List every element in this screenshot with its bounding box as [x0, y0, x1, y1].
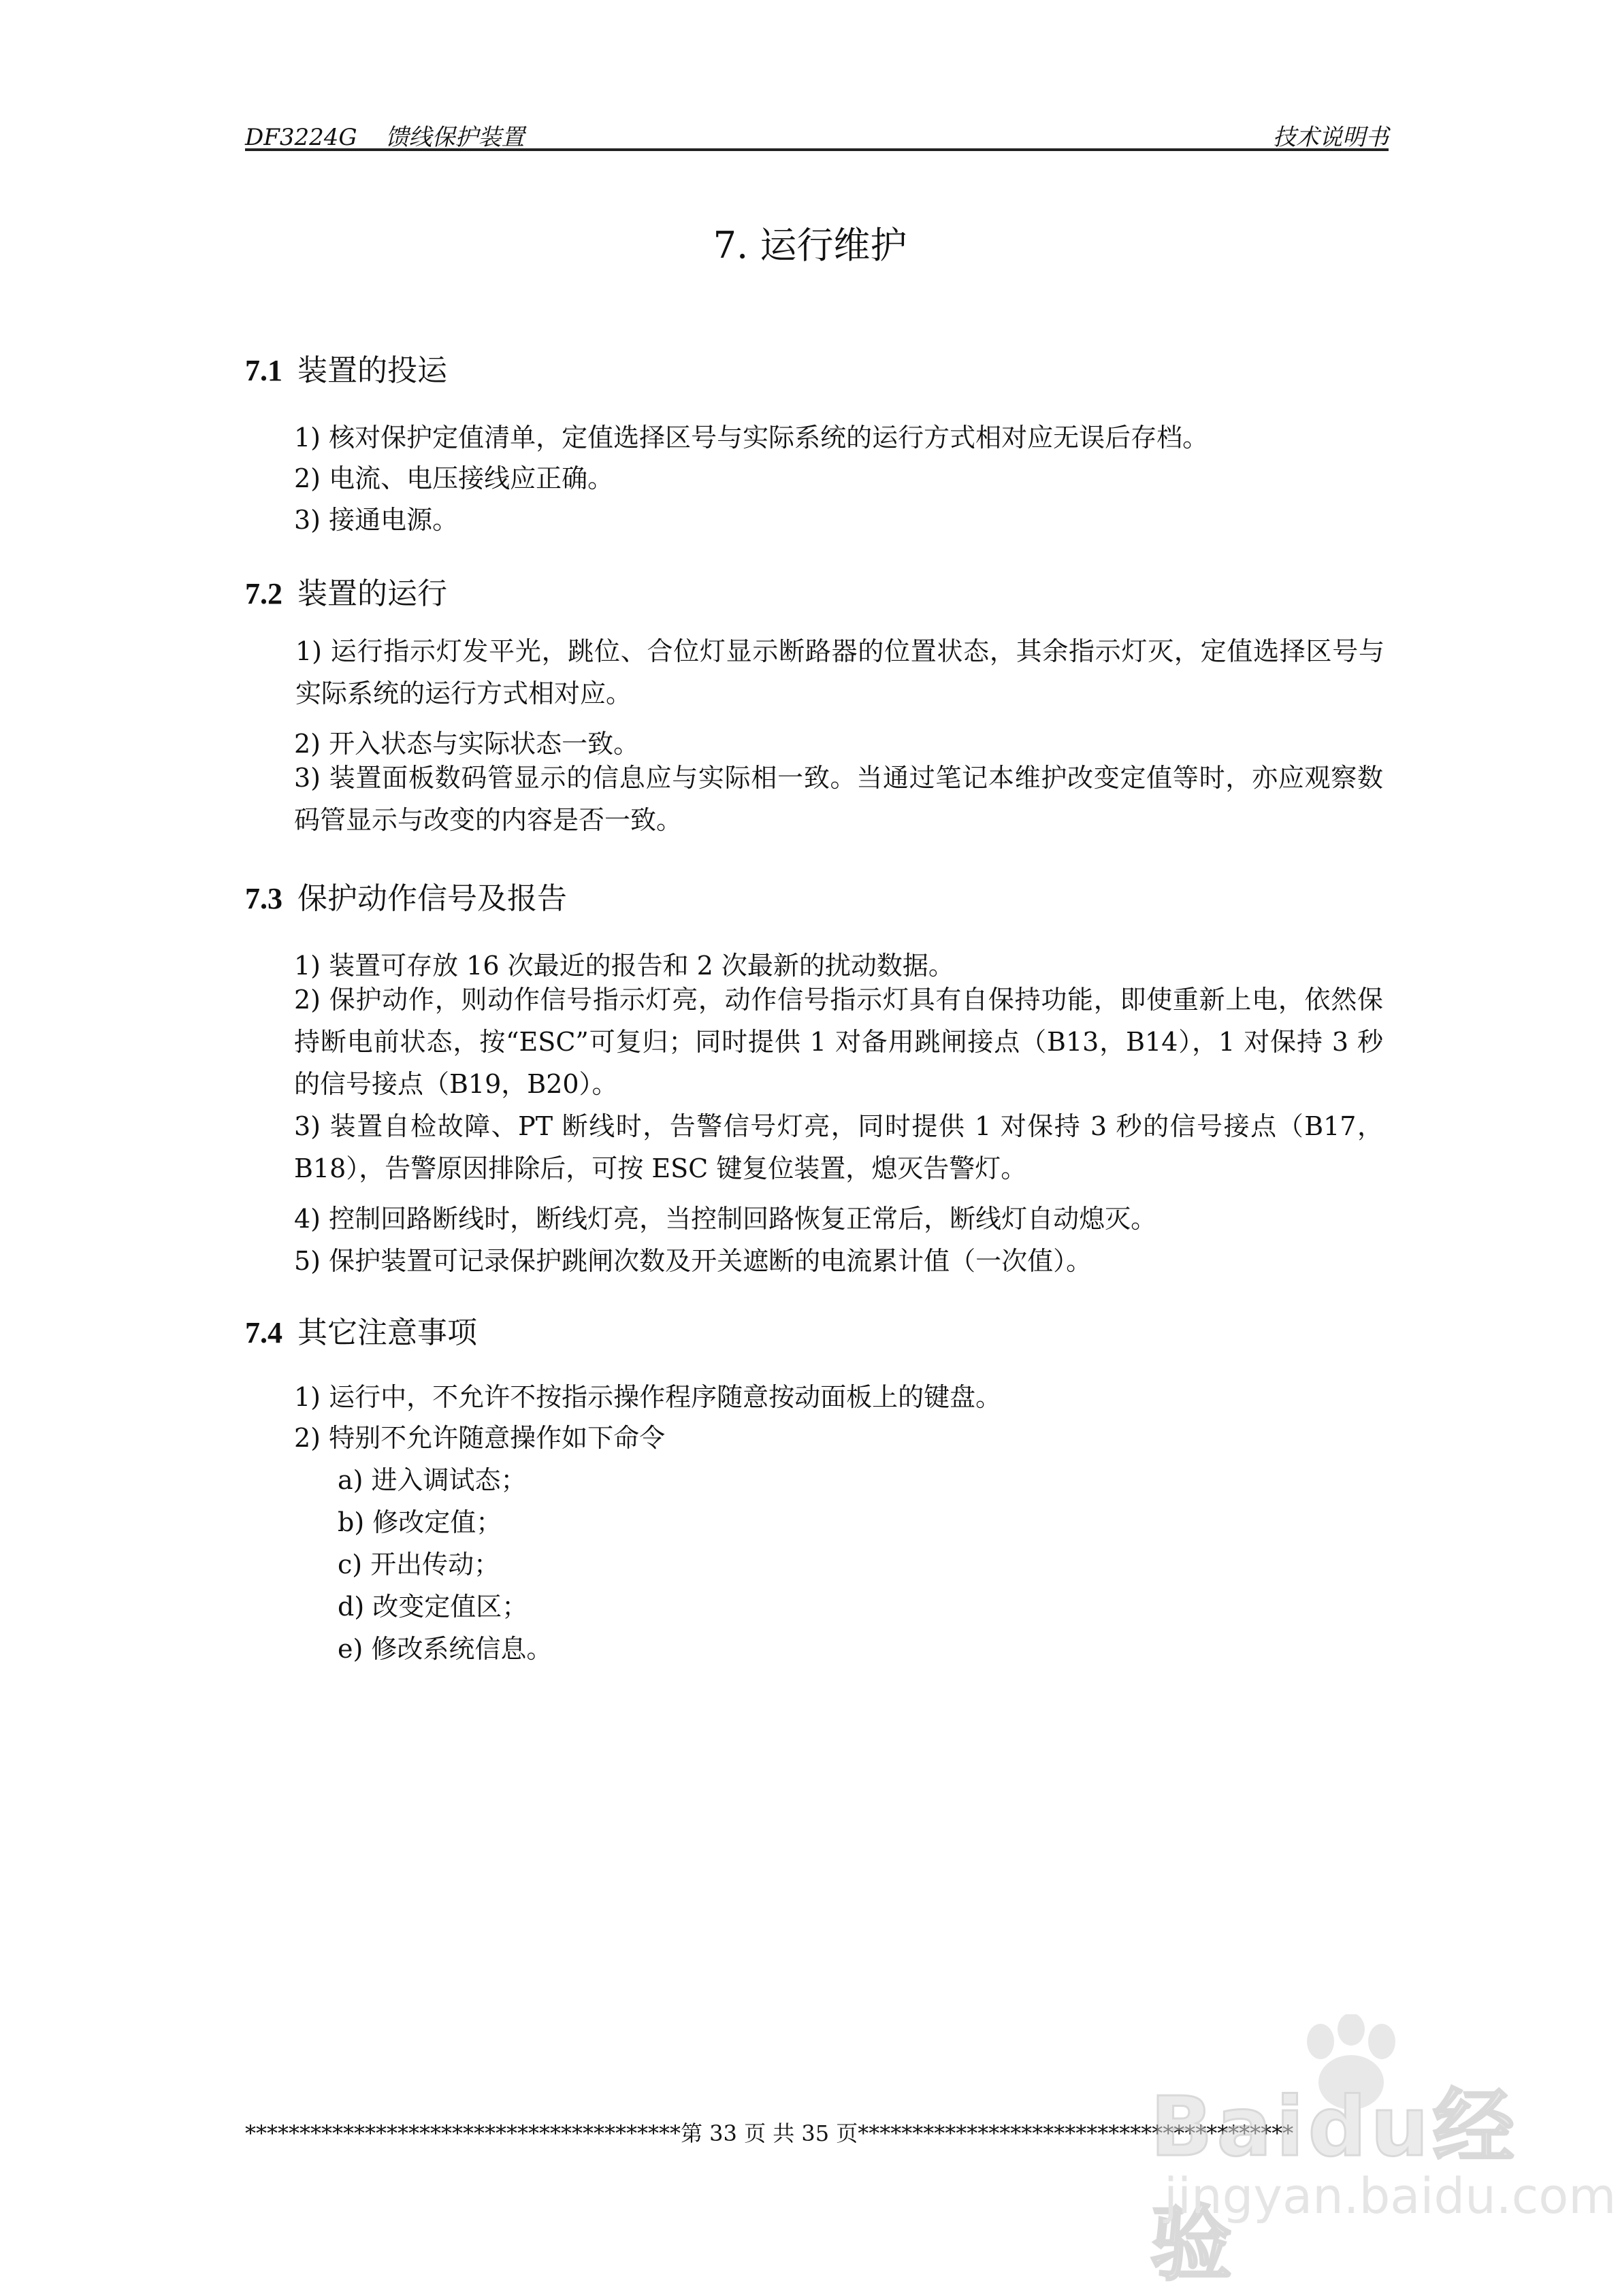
list-item: 5) 保护装置可记录保护跳闸次数及开关遮断的电流累计值（一次值）。	[294, 1246, 1092, 1276]
baidu-watermark	[1150, 2014, 1617, 2292]
section-title: 装置的运行	[297, 576, 447, 611]
section-7-2-heading	[245, 569, 447, 612]
section-7-4-heading	[245, 1308, 477, 1351]
header-product-name: 馈线保护装置	[385, 124, 525, 151]
section-7-1-heading	[245, 346, 447, 389]
sub-list-item: a) 进入调试态；	[338, 1465, 527, 1495]
section-title: 装置的投运	[297, 353, 447, 388]
sub-list-item: e) 修改系统信息。	[338, 1634, 553, 1664]
list-item: 2) 电流、电压接线应正确。	[294, 463, 614, 493]
list-item: 2) 开入状态与实际状态一致。	[294, 729, 640, 759]
watermark-brand: Baidu经验	[1150, 2080, 1519, 2292]
watermark-url: jingyan.baidu.com	[1164, 2167, 1617, 2225]
section-7-3-heading	[245, 874, 567, 917]
sub-list-item: c) 开出传动；	[338, 1549, 500, 1579]
header-rule	[245, 148, 1389, 151]
section-number: 7.1	[245, 354, 282, 387]
header-doc-type: 技术说明书	[1273, 124, 1389, 151]
list-item: 1) 核对保护定值清单，定值选择区号与实际系统的运行方式相对应无误后存档。	[294, 423, 1209, 453]
section-number: 7.2	[245, 577, 282, 610]
list-item: 3) 装置自检故障、PT 断线时，告警信号灯亮，同时提供 1 对保持 3 秒的信号接点（B17，B18），告警原因排除后，可按 ESC 键复位装置，熄灭告警灯。	[294, 1111, 1383, 1183]
list-item: 2) 特别不允许随意操作如下命令	[294, 1423, 666, 1453]
list-item: 3) 装置面板数码管显示的信息应与实际相一致。当通过笔记本维护改变定值等时，亦应观察数码管显示与改变的内容是否一致。	[294, 763, 1383, 835]
section-title: 其它注意事项	[297, 1315, 477, 1350]
list-item: 3) 接通电源。	[294, 505, 459, 535]
list-item: 4) 控制回路断线时，断线灯亮，当控制回路恢复正常后，断线灯自动熄灭。	[294, 1204, 1157, 1234]
list-item: 1) 运行中，不允许不按指示操作程序随意按动面板上的键盘。	[294, 1382, 1002, 1412]
chapter-title: 7. 运行维护	[713, 224, 907, 267]
header-left	[245, 118, 525, 152]
list-item: 1) 装置可存放 16 次最近的报告和 2 次最新的扰动数据。	[294, 951, 954, 981]
list-item: 2) 保护动作，则动作信号指示灯亮，动作信号指示灯具有自保持功能，即使重新上电，依然保持断电前状态，按“ESC”可复归；同时提供 1 对备用跳闸接点（B13，B14），1 对保持 3 秒的信号接点（B19，B20）。	[294, 985, 1383, 1099]
sub-list-item: b) 修改定值；	[338, 1507, 502, 1537]
page-header	[245, 114, 1389, 151]
sub-list-item: d) 改变定值区；	[338, 1592, 528, 1622]
section-number: 7.3	[245, 882, 282, 915]
section-number: 7.4	[245, 1316, 282, 1349]
header-product-code: DF3224G	[245, 124, 357, 151]
list-item: 1) 运行指示灯发平光，跳位、合位灯显示断路器的位置状态，其余指示灯灭，定值选择区号与实际系统的运行方式相对应。	[295, 636, 1384, 708]
section-title: 保护动作信号及报告	[297, 881, 567, 916]
page-footer: ****************************************第 33 页 共 35 页****************************************	[245, 2120, 1294, 2146]
